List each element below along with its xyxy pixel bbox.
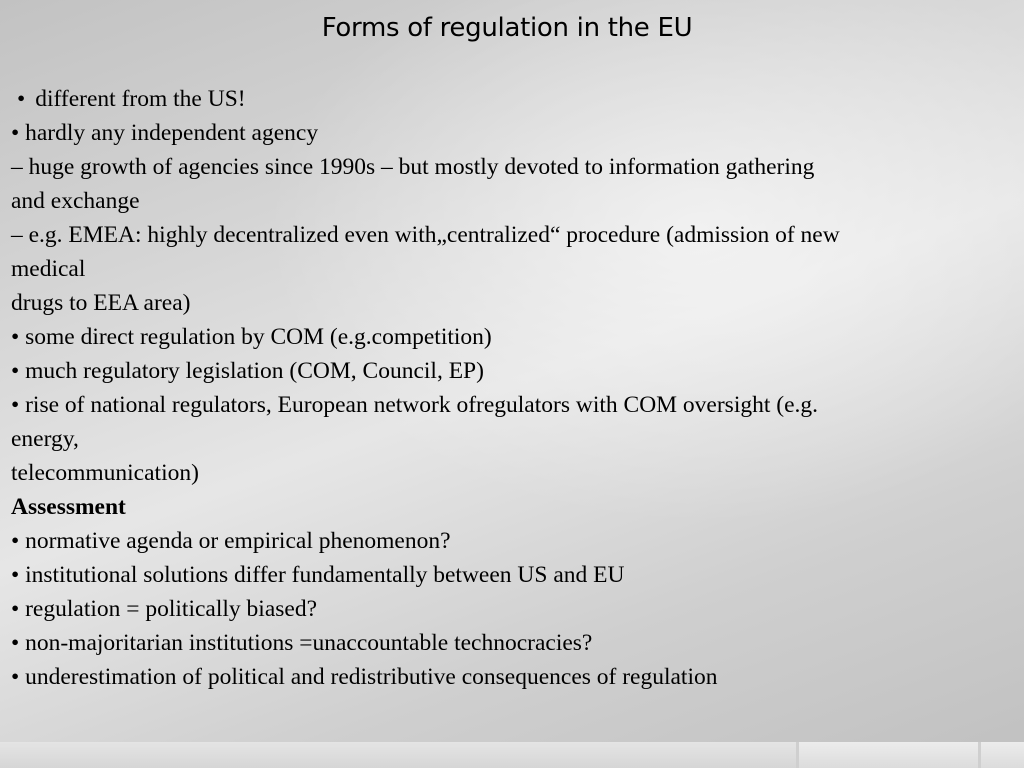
assessment-line: • regulation = politically biased?	[11, 596, 318, 622]
body-line: • rise of national regulators, European network ofregulators with COM oversight (e.g.	[11, 392, 819, 418]
assessment-line: • non-majoritarian institutions =unaccountable technocracies?	[11, 630, 593, 656]
body-line: drugs to EEA area)	[11, 290, 191, 316]
body-line: medical	[11, 256, 86, 282]
slide-body	[11, 82, 1011, 694]
body-line: telecommunication)	[11, 460, 199, 486]
body-line: • much regulatory legislation (COM, Council, EP)	[11, 358, 484, 384]
slide-title: Forms of regulation in the EU	[321, 13, 693, 43]
bullet-icon: •	[17, 86, 26, 112]
footer-panel	[978, 742, 1024, 768]
assessment-line: • underestimation of political and redistributive consequences of regulation	[11, 664, 718, 690]
bullet-text: different from the US!	[35, 86, 246, 112]
body-line: • some direct regulation by COM (e.g.competition)	[11, 324, 492, 350]
body-line: • hardly any independent agency	[11, 120, 319, 146]
body-line: energy,	[11, 426, 79, 452]
bullet-item	[11, 82, 1011, 116]
assessment-heading: Assessment	[11, 494, 126, 520]
assessment-line: • institutional solutions differ fundamentally between US and EU	[11, 562, 625, 588]
body-line: – e.g. EMEA: highly decentralized even with„centralized“ procedure (admission of new	[11, 222, 840, 248]
body-line: – huge growth of agencies since 1990s – but mostly devoted to information gathering	[11, 154, 815, 180]
assessment-line: • normative agenda or empirical phenomenon?	[11, 528, 451, 554]
body-line: and exchange	[11, 188, 140, 214]
footer-panel	[796, 742, 978, 768]
